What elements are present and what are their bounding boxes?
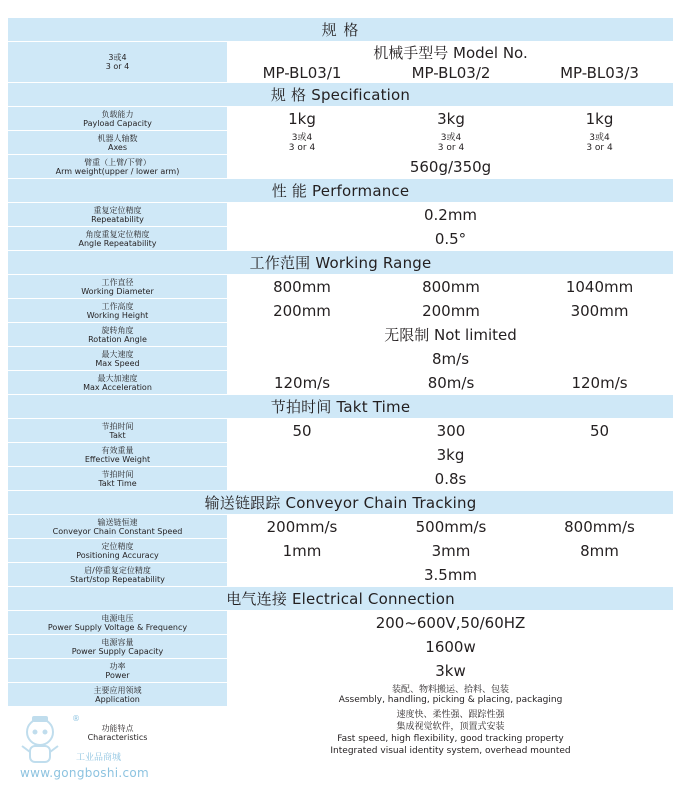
diameter-value-3: 1040mm: [526, 275, 674, 299]
table-title: 规 格: [8, 18, 674, 42]
diameter-label-zh: 工作直径: [101, 277, 134, 287]
axis-label-cell: [8, 42, 228, 83]
rotation-label: [8, 323, 228, 347]
axis-label-zh: 3或4: [108, 53, 127, 62]
max-speed-label-zh: 最大速度: [101, 349, 134, 359]
eff-weight-label: [8, 443, 228, 467]
supply-capacity-label-en: Power Supply Capacity: [71, 646, 164, 656]
supply-capacity-label-zh: 电源容量: [101, 637, 134, 647]
takt-value-1: 50: [228, 419, 377, 443]
takt-time-label-en: Takt Time: [98, 478, 137, 488]
application-label-zh: 主要应用领域: [93, 685, 142, 695]
max-accel-value-2: 80m/s: [377, 371, 526, 395]
watermark-url: www.gongboshi.com: [20, 766, 150, 780]
max-accel-label-en: Max Acceleration: [83, 382, 152, 392]
angle-repeat-label: [8, 227, 228, 251]
max-speed-value: 8m/s: [228, 347, 674, 371]
supply-voltage-value: 200~600V,50/60HZ: [228, 611, 674, 635]
payload-value-2: 3kg: [377, 107, 526, 131]
startstop-label-zh: 启/停重复定位精度: [84, 565, 151, 575]
application-value: [228, 683, 674, 707]
arm-weight-value: 560g/350g: [228, 155, 674, 179]
range-section-title: 工作范围 Working Range: [8, 251, 674, 275]
characteristics-value: [228, 707, 674, 759]
pos-accuracy-value-3: 8mm: [526, 539, 674, 563]
height-value-2: 200mm: [377, 299, 526, 323]
pos-accuracy-value-2: 3mm: [377, 539, 526, 563]
watermark-zh: 工业品商城: [76, 753, 122, 763]
height-label-zh: 工作高度: [101, 301, 134, 311]
height-value-3: 300mm: [526, 299, 674, 323]
power-label: [8, 659, 228, 683]
angle-repeat-value: 0.5°: [228, 227, 674, 251]
payload-value-3: 1kg: [526, 107, 674, 131]
power-value: 3kw: [228, 659, 674, 683]
pos-accuracy-value-1: 1mm: [228, 539, 377, 563]
characteristics-line-4: Integrated visual identity system, overhead mounted: [330, 745, 571, 756]
startstop-value: 3.5mm: [228, 563, 674, 587]
arm-weight-label: [8, 155, 228, 179]
axis-label-en: 3 or 4: [105, 62, 130, 71]
arm-weight-label-en: Arm weight(upper / lower arm): [55, 166, 180, 176]
supply-capacity-value: 1600w: [228, 635, 674, 659]
repeatability-label-en: Repeatability: [91, 214, 144, 224]
axes-value-1-zh: 3或4: [291, 132, 313, 143]
payload-value-1: 1kg: [228, 107, 377, 131]
arm-weight-label-zh: 臂重（上臂/下臂）: [84, 157, 151, 167]
takt-time-label-zh: 节拍时间: [101, 469, 134, 479]
payload-label: [8, 107, 228, 131]
conveyor-section-title: 输送链跟踪 Conveyor Chain Tracking: [8, 491, 674, 515]
rotation-label-zh: 旋转角度: [101, 325, 134, 335]
eff-weight-value: 3kg: [228, 443, 674, 467]
axes-label-zh: 机器人轴数: [97, 133, 138, 143]
conv-speed-value-2: 500mm/s: [377, 515, 526, 539]
characteristics-label-zh: 功能特点: [101, 723, 134, 733]
characteristics-label-en: Characteristics: [87, 732, 148, 742]
payload-label-zh: 负载能力: [101, 109, 134, 119]
takt-time-value: 0.8s: [228, 467, 674, 491]
eff-weight-label-en: Effective Weight: [84, 454, 151, 464]
spec-table: [7, 17, 674, 759]
takt-section-title: 节拍时间 Takt Time: [8, 395, 674, 419]
application-label: [8, 683, 228, 707]
diameter-label-en: Working Diameter: [81, 286, 154, 296]
model-3: MP-BL03/3: [526, 64, 674, 83]
max-accel-label-zh: 最大加速度: [97, 373, 138, 383]
application-value-zh: 装配、物料搬运、拾料、包装: [392, 684, 510, 695]
rotation-label-en: Rotation Angle: [88, 334, 147, 344]
height-label: [8, 299, 228, 323]
conv-speed-value-1: 200mm/s: [228, 515, 377, 539]
axes-value-2-en: 3 or 4: [437, 142, 465, 153]
registered-mark: ®: [72, 714, 80, 723]
axes-value-3: [526, 131, 674, 155]
characteristics-line-2: 集成视觉软件，顶置式安装: [396, 721, 505, 732]
conv-speed-label-en: Conveyor Chain Constant Speed: [52, 526, 183, 536]
height-value-1: 200mm: [228, 299, 377, 323]
pos-accuracy-label: [8, 539, 228, 563]
takt-value-2: 300: [377, 419, 526, 443]
pos-accuracy-label-en: Positioning Accuracy: [76, 550, 159, 560]
pos-accuracy-label-zh: 定位精度: [101, 541, 134, 551]
supply-voltage-label: [8, 611, 228, 635]
angle-repeat-label-en: Angle Repeatability: [78, 238, 157, 248]
repeatability-value: 0.2mm: [228, 203, 674, 227]
axes-value-1: [228, 131, 377, 155]
diameter-value-2: 800mm: [377, 275, 526, 299]
max-speed-label: [8, 347, 228, 371]
supply-capacity-label: [8, 635, 228, 659]
power-label-zh: 功率: [109, 661, 126, 671]
axes-value-2: [377, 131, 526, 155]
takt-label-en: Takt: [109, 430, 126, 440]
takt-label: [8, 419, 228, 443]
application-label-en: Application: [95, 694, 140, 704]
rotation-value: 无限制 Not limited: [228, 323, 674, 347]
max-accel-value-3: 120m/s: [526, 371, 674, 395]
axes-value-2-zh: 3或4: [440, 132, 462, 143]
takt-time-label: [8, 467, 228, 491]
conv-speed-label: [8, 515, 228, 539]
supply-voltage-label-zh: 电源电压: [101, 613, 134, 623]
elec-section-title: 电气连接 Electrical Connection: [8, 587, 674, 611]
startstop-label: [8, 563, 228, 587]
axes-label: [8, 131, 228, 155]
axes-value-3-en: 3 or 4: [586, 142, 613, 153]
spec-sheet: [7, 17, 673, 759]
max-accel-value-1: 120m/s: [228, 371, 377, 395]
characteristics-line-3: Fast speed, high flexibility, good tracking property: [337, 733, 564, 744]
diameter-value-1: 800mm: [228, 275, 377, 299]
perf-section-title: 性 能 Performance: [8, 179, 674, 203]
takt-label-zh: 节拍时间: [101, 421, 134, 431]
max-accel-label: [8, 371, 228, 395]
application-value-en: Assembly, handling, picking & placing, packaging: [338, 694, 563, 705]
power-label-en: Power: [105, 670, 130, 680]
repeatability-label-zh: 重复定位精度: [93, 205, 142, 215]
characteristics-line-1: 速度快、柔性强、跟踪性强: [396, 709, 505, 720]
eff-weight-label-zh: 有效重量: [101, 445, 134, 455]
conv-speed-value-3: 800mm/s: [526, 515, 674, 539]
startstop-label-en: Start/stop Repeatability: [70, 574, 165, 584]
conv-speed-label-zh: 输送链恒速: [97, 517, 138, 527]
repeatability-label: [8, 203, 228, 227]
axes-label-en: Axes: [107, 142, 128, 152]
axes-value-3-zh: 3或4: [589, 132, 610, 143]
payload-label-en: Payload Capacity: [83, 118, 152, 128]
model-2: MP-BL03/2: [377, 64, 526, 83]
model-1: MP-BL03/1: [228, 64, 377, 83]
spec-section-title: 规 格 Specification: [8, 83, 674, 107]
model-section-title: 机械手型号 Model No.: [228, 42, 674, 64]
max-speed-label-en: Max Speed: [95, 358, 140, 368]
axes-value-1-en: 3 or 4: [288, 142, 316, 153]
supply-voltage-label-en: Power Supply Voltage & Frequency: [47, 622, 188, 632]
height-label-en: Working Height: [86, 310, 149, 320]
angle-repeat-label-zh: 角度重复定位精度: [85, 229, 150, 239]
takt-value-3: 50: [526, 419, 674, 443]
diameter-label: [8, 275, 228, 299]
